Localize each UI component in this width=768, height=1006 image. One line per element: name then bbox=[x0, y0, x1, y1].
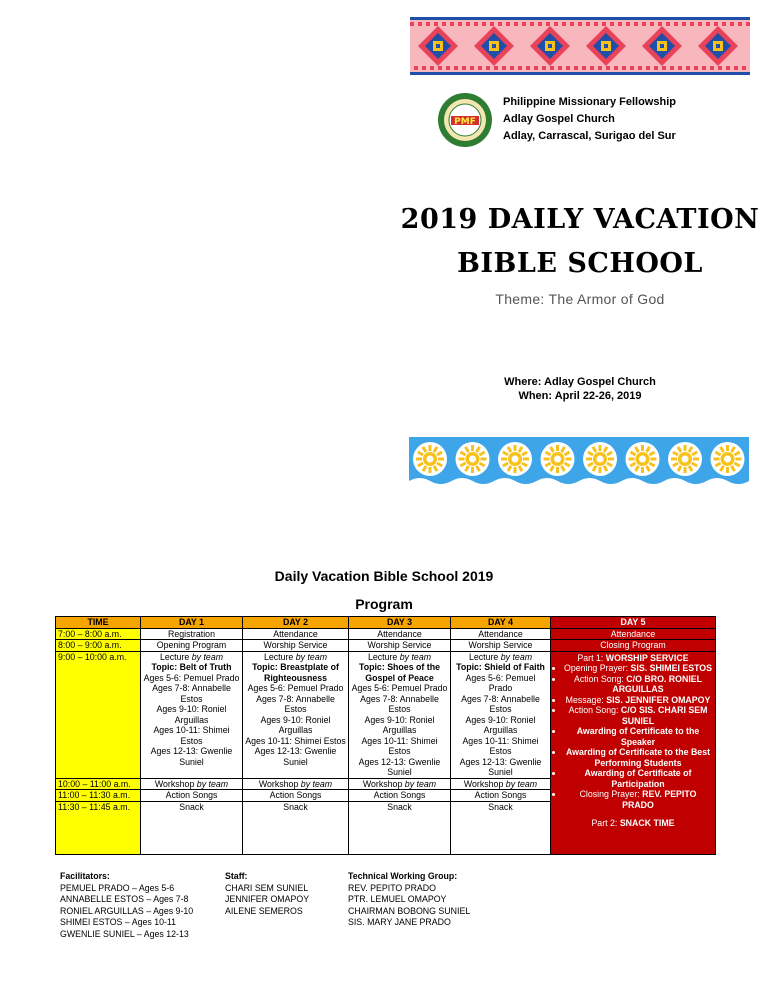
table-cell: Snack bbox=[141, 801, 243, 854]
program-heading bbox=[0, 562, 768, 618]
top-decorative-band bbox=[410, 17, 750, 75]
age-group: Ages 9-10: Roniel Arguillas bbox=[465, 714, 536, 735]
event-where: Where: Adlay Gospel Church bbox=[504, 376, 656, 388]
table-cell: Registration bbox=[141, 628, 243, 640]
table-cell: Workshop by team bbox=[141, 778, 243, 790]
sun-icon bbox=[452, 437, 495, 485]
sun-icon bbox=[494, 437, 537, 485]
staff-name: JENNIFER OMAPOY bbox=[225, 894, 310, 904]
table-cell: Opening Program bbox=[141, 640, 243, 652]
age-group: Ages 9-10: Roniel Arguillas bbox=[156, 704, 227, 725]
table-cell: Snack bbox=[451, 801, 551, 854]
table-cell: Action Songs bbox=[243, 790, 349, 802]
ages-list bbox=[245, 683, 346, 767]
age-group: Ages 7-8: Annabelle Estos bbox=[360, 693, 439, 714]
logo-text: PMF bbox=[454, 117, 476, 127]
day5-item: • Action Song: C/O BRO. RONIEL ARGUILLAS bbox=[564, 674, 712, 695]
day5-item: • Awarding of Certificate to the Speaker bbox=[564, 726, 712, 747]
table-cell: Action Songs bbox=[141, 790, 243, 802]
program-heading-line-2: Program bbox=[355, 596, 413, 612]
day5-items bbox=[554, 663, 712, 810]
age-group: Ages 10-11: Shimei Estos bbox=[361, 735, 438, 756]
age-group: Ages 12-13: Gwenlie Suniel bbox=[254, 746, 337, 767]
theme-text: Theme: The Armor of God bbox=[495, 291, 665, 307]
sun-icon bbox=[622, 437, 665, 485]
header-day-5: DAY 5 bbox=[551, 617, 716, 629]
sun-icon bbox=[664, 437, 707, 485]
day5-item: • Closing Prayer: REV. PEPITO PRADO bbox=[564, 789, 712, 810]
age-group: Ages 5-6: Pemuel Prado bbox=[143, 672, 240, 683]
twg-name: CHAIRMAN BOBONG SUNIEL bbox=[348, 905, 471, 916]
day5-cell: Closing Program bbox=[551, 640, 716, 652]
table-row bbox=[56, 651, 716, 778]
facilitator-row: SHIMEI ESTOS – Ages 10-11 bbox=[60, 917, 177, 927]
header-day-3: DAY 3 bbox=[349, 617, 451, 629]
age-group: Ages 5-6: Pemuel Prado bbox=[465, 672, 536, 693]
header-time: TIME bbox=[56, 617, 141, 629]
time-cell: 8:00 – 9:00 a.m. bbox=[56, 640, 141, 652]
day5-cell: Attendance bbox=[551, 628, 716, 640]
ages-list bbox=[143, 673, 240, 768]
age-group: Ages 7-8: Annabelle Estos bbox=[256, 693, 335, 714]
topic: Topic: Breastplate of Righteousness bbox=[252, 662, 339, 683]
ages-list bbox=[351, 683, 448, 778]
facilitator-row: PEMUEL PRADO – Ages 5-6 bbox=[60, 882, 175, 893]
twg-heading: Technical Working Group: bbox=[348, 871, 458, 881]
table-row bbox=[56, 640, 716, 652]
header-day-4: DAY 4 bbox=[451, 617, 551, 629]
topic: Topic: Shield of Faith bbox=[456, 662, 545, 672]
table-row bbox=[56, 628, 716, 640]
lecture-cell: Lecture by team Topic: Shield of Faith Ages 5-6: Pemuel Prado Ages 7-8: Annabelle Estos Ages 9-10: Roniel Arguillas Ages 10-11: Shimei Estos Ages 12-13: Gwenlie Suniel bbox=[451, 651, 551, 778]
staff-name: CHARI SEM SUNIEL bbox=[225, 882, 309, 893]
table-cell: Workshop by team bbox=[451, 778, 551, 790]
schedule-table bbox=[55, 616, 716, 855]
table-cell: Workshop by team bbox=[243, 778, 349, 790]
sun-icon bbox=[707, 437, 750, 485]
twg-name: PTR. LEMUEL OMAPOY bbox=[348, 894, 447, 904]
church-address: Adlay, Carrascal, Surigao del Sur bbox=[503, 130, 676, 142]
lecture-cell: Lecture by team Topic: Belt of Truth Ages 5-6: Pemuel Prado Ages 7-8: Annabelle Estos Ages 9-10: Roniel Arguillas Ages 10-11: Shimei Estos Ages 12-13: Gwenlie Suniel bbox=[141, 651, 243, 778]
ages-list bbox=[453, 673, 548, 778]
facilitator-row: GWENLIE SUNIEL – Ages 12-13 bbox=[60, 928, 189, 939]
sun-icon bbox=[409, 437, 452, 485]
age-group: Ages 7-8: Annabelle Estos bbox=[152, 683, 231, 704]
table-cell: Worship Service bbox=[349, 640, 451, 652]
time-cell: 11:00 – 11:30 a.m. bbox=[56, 790, 141, 802]
time-cell: 9:00 – 10:00 a.m. bbox=[56, 651, 141, 778]
day5-item: • Action Song: C/O SIS. CHARI SEM SUNIEL bbox=[564, 705, 712, 726]
lecture-cell: Lecture by team Topic: Shoes of the Gospel of Peace Ages 5-6: Pemuel Prado Ages 7-8: Annabelle Estos Ages 9-10: Roniel Arguillas Ages 10-11: Shimei Estos Ages 12-13: Gwenlie Suniel bbox=[349, 651, 451, 778]
org-name: Philippine Missionary Fellowship bbox=[503, 96, 676, 108]
age-group: Ages 12-13: Gwenlie Suniel bbox=[150, 746, 233, 767]
pmf-logo bbox=[437, 92, 493, 148]
time-cell: 11:30 – 11:45 a.m. bbox=[56, 801, 141, 854]
age-group: Ages 9-10: Roniel Arguillas bbox=[260, 714, 331, 735]
age-group: Ages 10-11: Shimei Estos bbox=[153, 725, 230, 746]
event-details bbox=[380, 375, 768, 403]
age-group: Ages 7-8: Annabelle Estos bbox=[461, 693, 540, 714]
table-cell: Action Songs bbox=[451, 790, 551, 802]
twg-name: SIS. MARY JANE PRADO bbox=[348, 917, 451, 927]
event-when: When: April 22-26, 2019 bbox=[518, 390, 642, 402]
age-group: Ages 12-13: Gwenlie Suniel bbox=[459, 756, 542, 777]
program-heading-line-1: Daily Vacation Bible School 2019 bbox=[274, 568, 494, 584]
staff-list bbox=[225, 871, 309, 917]
technical-working-group-list bbox=[348, 871, 470, 929]
day5-item: • Awarding of Certificate of Participation bbox=[564, 768, 712, 789]
twg-name: REV. PEPITO PRADO bbox=[348, 882, 436, 893]
table-header-row bbox=[56, 617, 716, 629]
header-day-1: DAY 1 bbox=[141, 617, 243, 629]
table-cell: Action Songs bbox=[349, 790, 451, 802]
lecture-cell: Lecture by team Topic: Breastplate of Righteousness Ages 5-6: Pemuel Prado Ages 7-8: Annabelle Estos Ages 9-10: Roniel Arguillas Ages 10-11: Shimei Estos Ages 12-13: Gwenlie Suniel bbox=[243, 651, 349, 778]
church-name: Adlay Gospel Church bbox=[503, 113, 615, 125]
age-group: Ages 9-10: Roniel Arguillas bbox=[364, 714, 435, 735]
topic: Topic: Shoes of the Gospel of Peace bbox=[359, 662, 440, 683]
staff-heading: Staff: bbox=[225, 871, 248, 881]
sun-icon bbox=[537, 437, 580, 485]
table-cell: Worship Service bbox=[451, 640, 551, 652]
age-group: Ages 10-11: Shimei Estos bbox=[462, 735, 539, 756]
table-cell: Workshop by team bbox=[349, 778, 451, 790]
topic: Topic: Belt of Truth bbox=[151, 662, 232, 672]
facilitators-heading: Facilitators: bbox=[60, 871, 110, 881]
facilitator-row: ANNABELLE ESTOS – Ages 7-8 bbox=[60, 894, 189, 904]
table-cell: Attendance bbox=[451, 628, 551, 640]
table-cell: Attendance bbox=[349, 628, 451, 640]
facilitator-row: RONIEL ARGUILLAS – Ages 9-10 bbox=[60, 905, 194, 916]
day5-item: • Opening Prayer: SIS. SHIMEI ESTOS bbox=[564, 663, 712, 674]
page-title bbox=[380, 198, 768, 286]
sun-decorative-band bbox=[409, 437, 749, 485]
age-group: Ages 12-13: Gwenlie Suniel bbox=[358, 756, 441, 777]
sun-icon bbox=[579, 437, 622, 485]
time-cell: 10:00 – 11:00 a.m. bbox=[56, 778, 141, 790]
table-cell: Worship Service bbox=[243, 640, 349, 652]
age-group: Ages 5-6: Pemuel Prado bbox=[247, 683, 344, 693]
age-group: Ages 10-11: Shimei Estos bbox=[245, 735, 346, 746]
header-day-2: DAY 2 bbox=[243, 617, 349, 629]
table-cell: Snack bbox=[349, 801, 451, 854]
title-line-1: 2019 DAILY VACATION bbox=[400, 204, 760, 235]
day5-program-cell: Part 1: WORSHIP SERVICE • Opening Prayer: SIS. SHIMEI ESTOS • Action Song: C/O BRO. RONIEL ARGUILLAS • Message: SIS. JENNIFER OMAPOY • Action Song: C/O SIS. CHARI SEM SUNIEL • Awarding of Certificate to the Speaker • Awarding of Certificate to the Best Performing Students • Awarding of Certificate of Participation • Closing Prayer: REV. PEPITO PRADO Part 2: SNACK TIME bbox=[551, 651, 716, 854]
table-cell: Attendance bbox=[243, 628, 349, 640]
facilitators-list bbox=[60, 871, 193, 940]
staff-name: AILENE SEMEROS bbox=[225, 905, 303, 916]
time-cell: 7:00 – 8:00 a.m. bbox=[56, 628, 141, 640]
title-line-2: BIBLE SCHOOL bbox=[457, 248, 703, 279]
table-cell: Snack bbox=[243, 801, 349, 854]
day5-item: • Message: SIS. JENNIFER OMAPOY bbox=[564, 695, 712, 706]
organization-info bbox=[503, 94, 676, 145]
age-group: Ages 5-6: Pemuel Prado bbox=[351, 683, 448, 693]
day5-item: • Awarding of Certificate to the Best Performing Students bbox=[564, 747, 712, 768]
